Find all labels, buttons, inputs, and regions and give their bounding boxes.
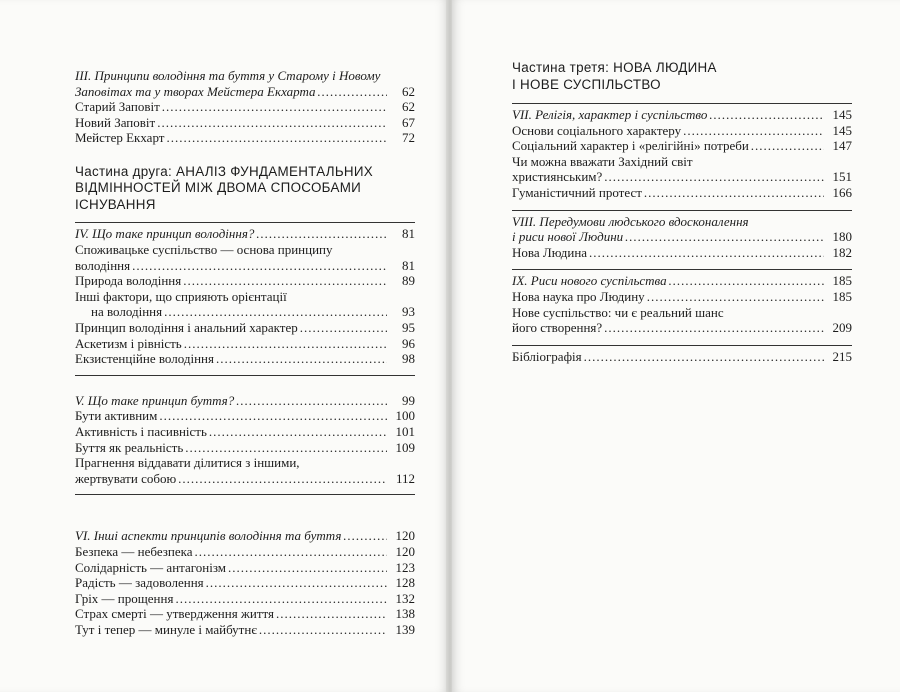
leader-dots xyxy=(669,273,824,289)
leader-dots xyxy=(259,622,387,638)
leader-dots xyxy=(164,304,387,320)
part-two-heading-line1: Частина друга: АНАЛІЗ ФУНДАМЕНТАЛЬНИХ xyxy=(75,163,374,179)
page-number: 128 xyxy=(395,575,415,591)
page-number: 185 xyxy=(832,288,852,304)
leader-dots xyxy=(300,320,387,336)
page-number: 123 xyxy=(395,559,415,575)
page-number: 166 xyxy=(832,184,852,200)
toc-entry-label: Гуманістичний протест xyxy=(512,184,642,200)
leader-dots xyxy=(206,575,387,591)
toc-section-iv-title: IV. Що таке принцип володіння? xyxy=(75,226,255,242)
page-number: 101 xyxy=(395,424,415,439)
toc-entry-label: Нова Людина xyxy=(512,244,588,260)
toc-entry-label: Безпека — небезпека xyxy=(75,543,193,559)
toc-entry xyxy=(75,544,415,560)
right-toc-column xyxy=(512,60,852,364)
page-number: 62 xyxy=(402,83,415,99)
toc-entry xyxy=(75,622,415,638)
leader-dots xyxy=(157,115,387,131)
page-number: 67 xyxy=(402,114,415,130)
toc-entry-label-line1: Інші фактори, що сприяють орієнтації xyxy=(75,288,287,304)
page-number: 180 xyxy=(832,229,852,245)
toc-entry xyxy=(75,336,415,352)
toc-entry-label: Страх смерті — утвердження життя xyxy=(75,606,275,622)
toc-entry-label: Новий Заповіт xyxy=(75,114,156,130)
part-two-heading xyxy=(75,164,415,214)
left-page xyxy=(0,0,448,692)
leader-dots xyxy=(166,130,387,146)
toc-entry xyxy=(512,123,852,139)
section-divider xyxy=(512,345,852,346)
toc-entry xyxy=(512,169,852,185)
toc-section-viii xyxy=(512,229,852,245)
page-number: 185 xyxy=(832,273,852,289)
page-number: 99 xyxy=(402,392,415,408)
page-number: 89 xyxy=(402,273,415,289)
part-three-heading-line2: І НОВЕ СУСПІЛЬСТВО xyxy=(512,76,661,92)
page-number: 182 xyxy=(832,244,852,260)
toc-entry-label: Тут і тепер — минуле і майбутнє xyxy=(75,621,257,637)
toc-entry xyxy=(75,591,415,607)
toc-section-iv xyxy=(75,226,415,242)
page-number: 120 xyxy=(395,543,415,559)
leader-dots xyxy=(276,606,387,622)
leader-dots xyxy=(625,229,824,245)
toc-entry xyxy=(512,320,852,336)
leader-dots xyxy=(644,185,824,201)
toc-entry-label: Екзистенційне володіння xyxy=(75,351,214,367)
section-divider xyxy=(75,375,415,376)
page-number: 95 xyxy=(402,320,415,336)
toc-entry xyxy=(75,115,415,131)
toc-entry xyxy=(75,273,415,289)
page-number: 147 xyxy=(832,138,852,154)
toc-entry xyxy=(75,320,415,336)
part-two-heading-line3: ІСНУВАННЯ xyxy=(75,196,156,212)
page-number: 72 xyxy=(402,130,415,146)
page-number: 132 xyxy=(395,590,415,606)
toc-entry-label: християнським? xyxy=(512,169,603,185)
toc-section-iii-title-line1: III. Принципи володіння та буття у Старому і Новому xyxy=(75,68,381,83)
toc-section-vii-title: VII. Релігія, характер і суспільство xyxy=(512,107,708,122)
leader-dots xyxy=(184,336,387,352)
leader-dots xyxy=(159,408,387,424)
section-divider xyxy=(75,222,415,223)
toc-section-viii-title-line1: VIII. Передумови людського вдосконалення xyxy=(512,213,749,229)
toc-section-iii xyxy=(75,84,415,100)
toc-entry-label: Радість — задоволення xyxy=(75,575,204,591)
toc-section-vi xyxy=(75,528,415,544)
leader-dots xyxy=(183,273,387,289)
leader-dots xyxy=(256,226,387,242)
leader-dots xyxy=(604,169,824,185)
toc-entry xyxy=(75,304,415,320)
toc-entry-label: Нова наука про Людину xyxy=(512,288,645,304)
page-number: 145 xyxy=(832,107,852,122)
page-number: 138 xyxy=(395,606,415,622)
toc-section-vii xyxy=(512,107,852,123)
section-divider xyxy=(512,103,852,104)
leader-dots xyxy=(751,138,824,154)
toc-entry xyxy=(512,185,852,201)
toc-entry-label: Бібліографія xyxy=(512,348,582,364)
page-number: 100 xyxy=(395,408,415,424)
toc-entry-label-line1: Чи можна вважати Західний світ xyxy=(512,153,693,169)
toc-section-ix xyxy=(512,273,852,289)
leader-dots xyxy=(647,289,824,305)
page-number: 98 xyxy=(402,351,415,367)
toc-entry xyxy=(75,560,415,576)
page-number: 209 xyxy=(832,320,852,336)
toc-entry xyxy=(512,289,852,305)
page-number: 215 xyxy=(832,348,852,364)
toc-entry xyxy=(75,408,415,424)
leader-dots xyxy=(185,440,387,456)
leader-dots xyxy=(604,320,824,336)
toc-entry-label: Аскетизм і рівність xyxy=(75,335,182,351)
toc-entry-label: на володіння xyxy=(91,304,163,320)
part-three-heading xyxy=(512,60,852,93)
page-number: 112 xyxy=(395,470,415,486)
leader-dots xyxy=(216,351,387,367)
page-number: 62 xyxy=(402,99,415,115)
toc-entry xyxy=(75,351,415,367)
leader-dots xyxy=(228,560,387,576)
toc-entry-label: Солідарність — антагонізм xyxy=(75,559,227,575)
toc-entry xyxy=(512,245,852,261)
leader-dots xyxy=(195,544,388,560)
leader-dots xyxy=(584,349,824,365)
leader-dots xyxy=(589,245,824,261)
toc-entry-label-line1: Споживацьке суспільство — основа принципу xyxy=(75,242,333,258)
leader-dots xyxy=(318,84,387,100)
section-divider xyxy=(512,269,852,270)
toc-entry xyxy=(75,424,415,440)
left-toc-column xyxy=(75,68,415,638)
leader-dots xyxy=(162,99,387,115)
toc-entry-label: його створення? xyxy=(512,320,603,336)
toc-entry-label: Гріх — прощення xyxy=(75,590,174,606)
right-page xyxy=(452,0,900,692)
toc-entry-label-line1: Прагнення віддавати ділитися з іншими, xyxy=(75,455,300,471)
toc-section-v-title: V. Що таке принцип буття? xyxy=(75,392,235,408)
toc-entry xyxy=(75,130,415,146)
page-number: 96 xyxy=(402,335,415,351)
page-number: 81 xyxy=(402,226,415,242)
toc-entry xyxy=(75,440,415,456)
page-number: 151 xyxy=(832,169,852,185)
toc-bibliography xyxy=(512,349,852,365)
toc-section-v xyxy=(75,393,415,409)
page-number: 139 xyxy=(395,621,415,637)
page-number: 81 xyxy=(402,257,415,273)
part-three-heading-line1: Частина третя: НОВА ЛЮДИНА xyxy=(512,60,717,75)
toc-entry-label: Буття як реальність xyxy=(75,439,184,455)
leader-dots xyxy=(683,123,824,139)
toc-entry-label: Основи соціального характеру xyxy=(512,122,682,138)
leader-dots xyxy=(175,591,387,607)
toc-entry-label: Бути активним xyxy=(75,408,158,424)
section-divider xyxy=(512,210,852,211)
toc-entry-label: жертвувати собою xyxy=(75,470,177,486)
leader-dots xyxy=(209,424,387,440)
leader-dots xyxy=(343,528,387,544)
page-number: 120 xyxy=(395,528,415,544)
toc-entry-label: Принцип володіння і анальний характер xyxy=(75,320,298,336)
toc-entry-label: Мейстер Екхарт xyxy=(75,130,165,146)
toc-section-vi-title: VI. Інші аспекти принципів володіння та буття xyxy=(75,528,342,544)
page-number: 93 xyxy=(402,304,415,320)
leader-dots xyxy=(178,471,387,487)
toc-entry xyxy=(75,99,415,115)
toc-section-viii-title-line2: і риси нової Людини xyxy=(512,229,624,245)
page-number: 145 xyxy=(832,122,852,138)
toc-entry xyxy=(75,471,415,487)
toc-entry xyxy=(75,258,415,274)
toc-entry-label: Соціальний характер і «релігійні» потреби xyxy=(512,138,749,154)
toc-entry xyxy=(75,575,415,591)
toc-entry-label-line1: Нове суспільство: чи є реальний шанс xyxy=(512,304,724,320)
toc-section-ix-title: IX. Риси нового суспільства xyxy=(512,273,667,289)
leader-dots xyxy=(236,393,387,409)
section-divider xyxy=(75,494,415,495)
leader-dots xyxy=(709,107,824,123)
toc-entry-label: Природа володіння xyxy=(75,273,182,289)
toc-entry-label: Активність і пасивність xyxy=(75,424,207,439)
part-two-heading-line2: ВІДМІННОСТЕЙ МІЖ ДВОМА СПОСОБАМИ xyxy=(75,180,362,196)
toc-entry-label: Старий Заповіт xyxy=(75,99,160,115)
toc-entry-label: володіння xyxy=(75,257,131,273)
toc-section-iii-title-line2: Заповітах та у творах Мейстера Екхарта xyxy=(75,83,316,99)
toc-entry xyxy=(512,138,852,154)
toc-entry xyxy=(75,606,415,622)
leader-dots xyxy=(132,258,387,274)
page-number: 109 xyxy=(395,439,415,455)
